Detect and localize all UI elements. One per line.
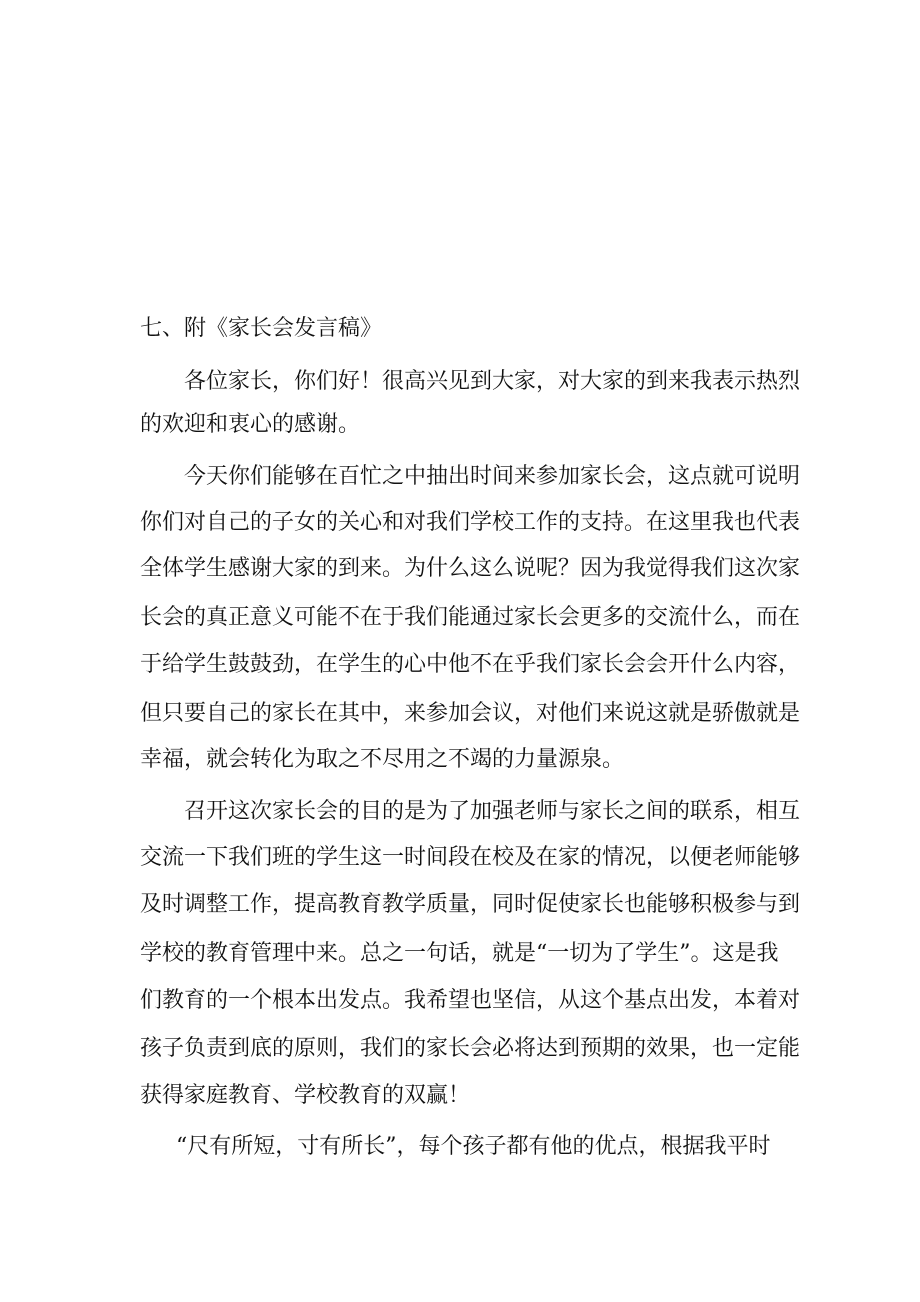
paragraph-line: 获得家庭教育、学校教育的双赢！ xyxy=(140,1083,471,1108)
paragraph-line: 召开这次家长会的目的是为了加强老师与家长之间的联系，相互 xyxy=(184,799,801,824)
paragraph-line: 全体学生感谢大家的到来。为什么这么说呢？因为我觉得我们这次家 xyxy=(140,556,801,581)
paragraph-line: 孩子负责到底的原则，我们的家长会必将达到预期的效果，也一定能 xyxy=(140,1036,801,1061)
paragraph-line: 但只要自己的家长在其中，来参加会议，对他们来说这就是骄傲就是 xyxy=(140,701,801,726)
paragraph-line: 交流一下我们班的学生这一时间段在校及在家的情况，以便老师能够 xyxy=(140,845,801,870)
paragraph-line: 及时调整工作，提高教育教学质量，同时促使家长也能够积极参与到 xyxy=(140,892,801,917)
paragraph-line: “尺有所短，寸有所长”，每个孩子都有他的优点，根据我平时 xyxy=(176,1134,771,1159)
paragraph-line: 今天你们能够在百忙之中抽出时间来参加家长会，这点就可说明 xyxy=(184,464,801,489)
paragraph-line: 各位家长，你们好！很高兴见到大家，对大家的到来我表示热烈 xyxy=(184,369,801,394)
paragraph-line: 于给学生鼓鼓劲，在学生的心中他不在乎我们家长会会开什么内容， xyxy=(140,652,801,677)
paragraph-line: 学校的教育管理中来。总之一句话，就是“一切为了学生”。这是我 xyxy=(140,941,779,966)
paragraph-line: 们教育的一个根本出发点。我希望也坚信，从这个基点出发，本着对 xyxy=(140,988,801,1013)
paragraph-line: 长会的真正意义可能不在于我们能通过家长会更多的交流什么，而在 xyxy=(140,605,801,630)
paragraph-line: 幸福，就会转化为取之不尽用之不竭的力量源泉。 xyxy=(140,747,625,772)
section-heading: 七、附《家长会发言稿》 xyxy=(140,316,383,341)
paragraph-line: 的欢迎和衷心的感谢。 xyxy=(140,412,361,437)
paragraph-line: 你们对自己的子女的关心和对我们学校工作的支持。在这里我也代表 xyxy=(140,510,801,535)
